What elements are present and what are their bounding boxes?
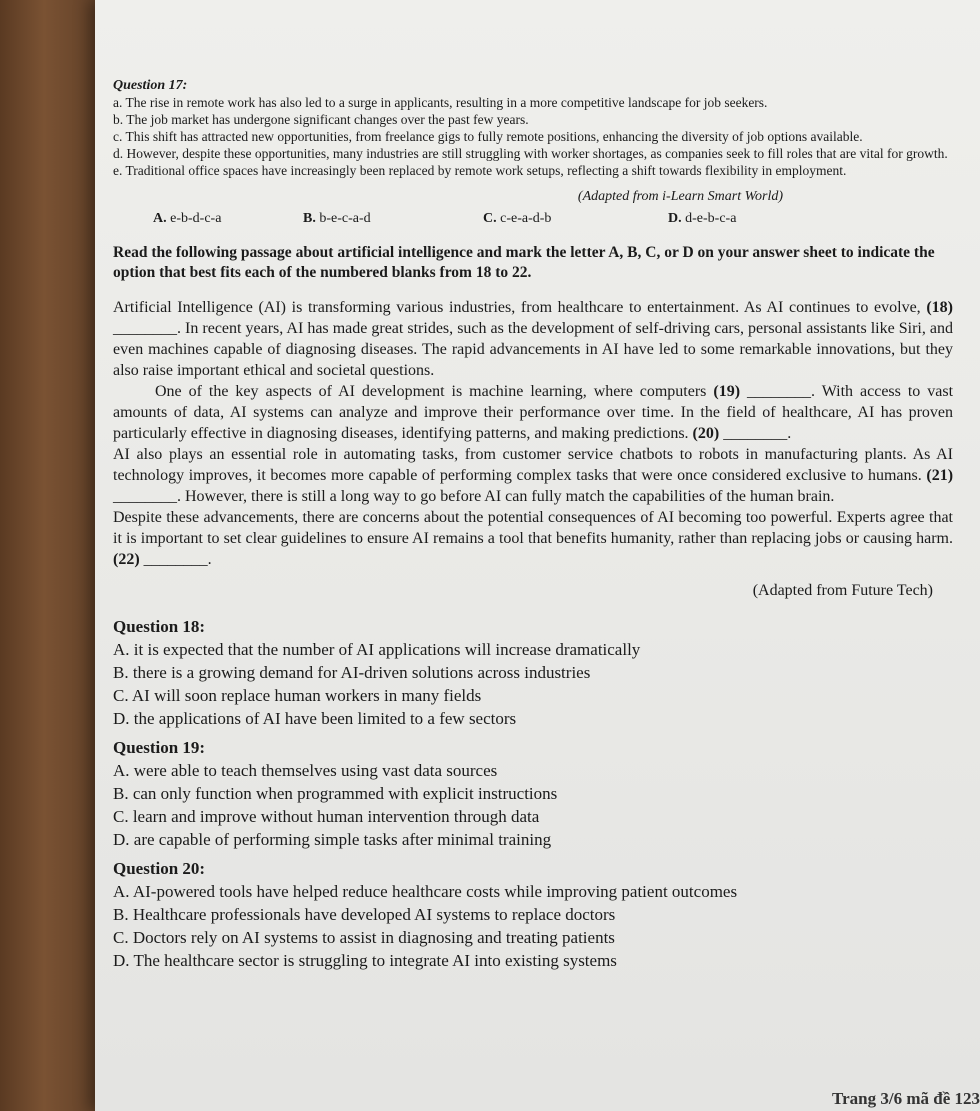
exam-content <box>113 78 953 972</box>
q17-option-c[interactable]: C. c-e-a-d-b <box>483 211 552 226</box>
blank-22: (22) <box>113 551 140 568</box>
passage-source: (Adapted from Future Tech) <box>752 582 933 599</box>
blank-21: (21) <box>926 467 954 484</box>
question-19-title: Question 19: <box>113 738 206 757</box>
q19-option-b[interactable]: B. can only function when programmed with explicit instructions <box>113 784 558 803</box>
question-19 <box>113 736 953 851</box>
blank-18: (18) <box>926 299 953 316</box>
q20-option-d[interactable]: D. The healthcare sector is struggling to integrate AI into existing systems <box>113 951 617 970</box>
page-footer: Trang 3/6 mã đề 123 <box>832 1089 980 1108</box>
q18-option-c[interactable]: C. AI will soon replace human workers in many fields <box>113 686 482 705</box>
question-17-title: Question 17: <box>113 78 188 93</box>
q19-option-c[interactable]: C. learn and improve without human intervention through data <box>113 807 540 826</box>
question-20 <box>113 857 953 972</box>
q18-option-b[interactable]: B. there is a growing demand for AI-driven solutions across industries <box>113 663 591 682</box>
q17-sentence-d: d. However, despite these opportunities, many industries are still struggling with worker shortages, as companies seek to fill roles that are vital for growth. <box>113 146 948 161</box>
passage-paragraph-2: One of the key aspects of AI development is machine learning, where computers (19) ________. With access to vast amounts of data, AI systems can analyze and improve their performance over time. In the field of healthcare, AI has proven particularly effective in diagnosing diseases, identifying patterns, and making predictions. (20) ________. <box>113 383 954 442</box>
q17-option-d[interactable]: D. d-e-b-c-a <box>668 211 737 226</box>
q18-option-a[interactable]: A. it is expected that the number of AI applications will increase dramatically <box>113 640 641 659</box>
wooden-desk-left <box>0 0 110 1111</box>
q17-options <box>113 211 953 227</box>
q17-sentence-c: c. This shift has attracted new opportunities, from freelance gigs to fully remote positions, enhancing the diversity of job options available. <box>113 129 863 144</box>
q19-option-d[interactable]: D. are capable of performing simple tasks after minimal training <box>113 830 552 849</box>
reading-passage <box>113 297 953 601</box>
passage-paragraph-3: AI also plays an essential role in automating tasks, from customer service chatbots to robots in manufacturing plants. As AI technology improves, it becomes more capable of performing complex tasks that were once considered exclusive to humans. (21) ________. However, there is still a long way to go before AI can fully match the capabilities of the human brain. <box>113 446 954 505</box>
q17-source: (Adapted from i-Learn Smart World) <box>577 189 783 204</box>
q18-option-d[interactable]: D. the applications of AI have been limited to a few sectors <box>113 709 517 728</box>
exam-paper <box>95 0 980 1111</box>
q19-option-a[interactable]: A. were able to teach themselves using vast data sources <box>113 761 498 780</box>
question-20-title: Question 20: <box>113 859 206 878</box>
q20-option-c[interactable]: C. Doctors rely on AI systems to assist in diagnosing and treating patients <box>113 928 615 947</box>
passage-paragraph-4: Despite these advancements, there are concerns about the potential consequences of AI becoming too powerful. Experts agree that it is important to set clear guidelines to ensure AI remains a tool that benefits humanity, rather than replacing jobs or causing harm. (22) ________. <box>113 509 953 568</box>
q17-sentence-a: a. The rise in remote work has also led to a surge in applicants, resulting in a more competitive landscape for job seekers. <box>113 95 768 110</box>
question-18 <box>113 615 953 730</box>
q17-option-b[interactable]: B. b-e-c-a-d <box>303 211 371 226</box>
blank-20: (20) <box>692 425 720 442</box>
passage-paragraph-1: Artificial Intelligence (AI) is transforming various industries, from healthcare to entertainment. As AI continues to evolve, (18) ________. In recent years, AI has made great strides, such as the development of self-driving cars, personal assistants like Siri, and even machines capable of diagnosing diseases. The rapid advancements in AI have led to some remarkable innovations, but they also raise important ethical and societal questions. <box>113 299 953 379</box>
q20-option-a[interactable]: A. AI-powered tools have helped reduce healthcare costs while improving patient outcomes <box>113 882 738 901</box>
q17-option-a[interactable]: A. e-b-d-c-a <box>153 211 222 226</box>
reading-instruction: Read the following passage about artificial intelligence and mark the letter A, B, C, or D on your answer sheet to indicate the option that best fits each of the numbered blanks from 18 to 22. <box>113 244 935 281</box>
q17-sentence-e: e. Traditional office spaces have increasingly been replaced by remote work setups, reflecting a shift towards flexibility in employment. <box>113 163 847 178</box>
blank-19: (19) <box>713 383 741 400</box>
q17-sentence-b: b. The job market has undergone significant changes over the past few years. <box>113 112 529 127</box>
question-17 <box>113 78 953 227</box>
question-18-title: Question 18: <box>113 617 206 636</box>
q20-option-b[interactable]: B. Healthcare professionals have developed AI systems to replace doctors <box>113 905 616 924</box>
